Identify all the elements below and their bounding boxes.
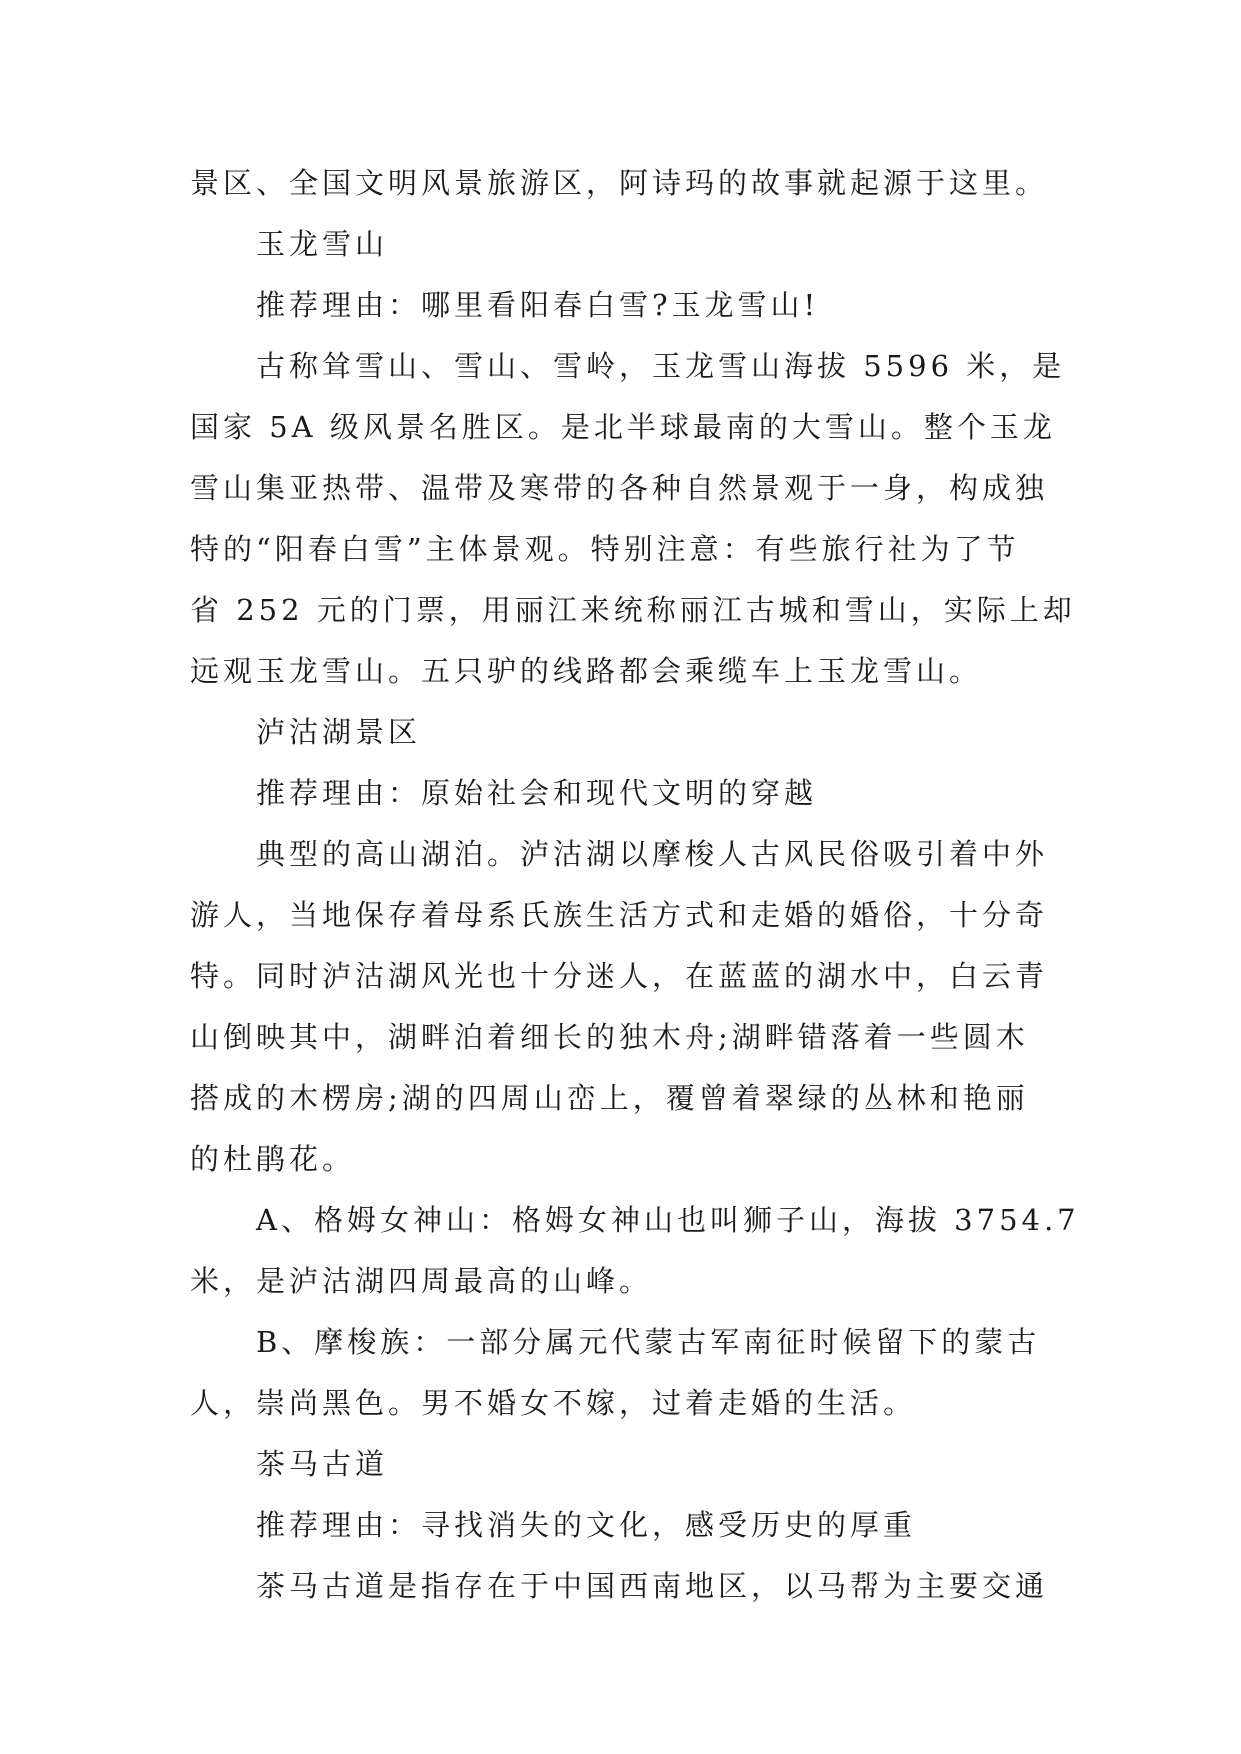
text-line: 古称耸雪山、雪山、雪岭，玉龙雪山海拔 5596 米，是 (256, 349, 1066, 383)
text-line: 特的“阳春白雪”主体景观。特别注意：有些旅行社为了节 (190, 532, 1020, 566)
text-line: 的杜鹃花。 (190, 1142, 356, 1176)
text-line: A、格姆女神山：格姆女神山也叫狮子山，海拔 3754.7 (256, 1203, 1080, 1237)
text-line: 特。同时泸沽湖风光也十分迷人，在蓝蓝的湖水中，白云青 (190, 959, 1049, 993)
section-heading: 泸沽湖景区 (256, 715, 422, 749)
document-body (190, 153, 1080, 1617)
text-line: 茶马古道是指存在于中国西南地区，以马帮为主要交通 (256, 1569, 1049, 1603)
text-line: 省 252 元的门票，用丽江来统称丽江古城和雪山，实际上却 (190, 593, 1076, 627)
text-line: 推荐理由：寻找消失的文化，感受历史的厚重 (256, 1508, 917, 1542)
text-line: 远观玉龙雪山。五只驴的线路都会乘缆车上玉龙雪山。 (190, 654, 983, 688)
text-line: 典型的高山湖泊。泸沽湖以摩梭人古风民俗吸引着中外 (256, 837, 1049, 871)
text-line: 山倒映其中，湖畔泊着细长的独木舟;湖畔错落着一些圆木 (190, 1020, 1029, 1054)
text-line: B、摩梭族：一部分属元代蒙古军南征时候留下的蒙古 (256, 1325, 1041, 1359)
text-line: 推荐理由：哪里看阳春白雪?玉龙雪山! (256, 288, 820, 322)
text-line: 景区、全国文明风景旅游区，阿诗玛的故事就起源于这里。 (190, 166, 1049, 200)
text-line: 推荐理由：原始社会和现代文明的穿越 (256, 776, 818, 810)
text-line: 雪山集亚热带、温带及寒带的各种自然景观于一身，构成独 (190, 471, 1049, 505)
text-line: 米，是泸沽湖四周最高的山峰。 (190, 1264, 653, 1298)
section-heading: 玉龙雪山 (256, 227, 389, 261)
text-line: 人，崇尚黑色。男不婚女不嫁，过着走婚的生活。 (190, 1386, 917, 1420)
text-line: 游人，当地保存着母系氏族生活方式和走婚的婚俗，十分奇 (190, 898, 1049, 932)
text-line: 搭成的木楞房;湖的四周山峦上，覆曾着翠绿的丛林和艳丽 (190, 1081, 1029, 1115)
section-heading: 茶马古道 (256, 1447, 389, 1481)
text-line: 国家 5A 级风景名胜区。是北半球最南的大雪山。整个玉龙 (190, 410, 1056, 444)
